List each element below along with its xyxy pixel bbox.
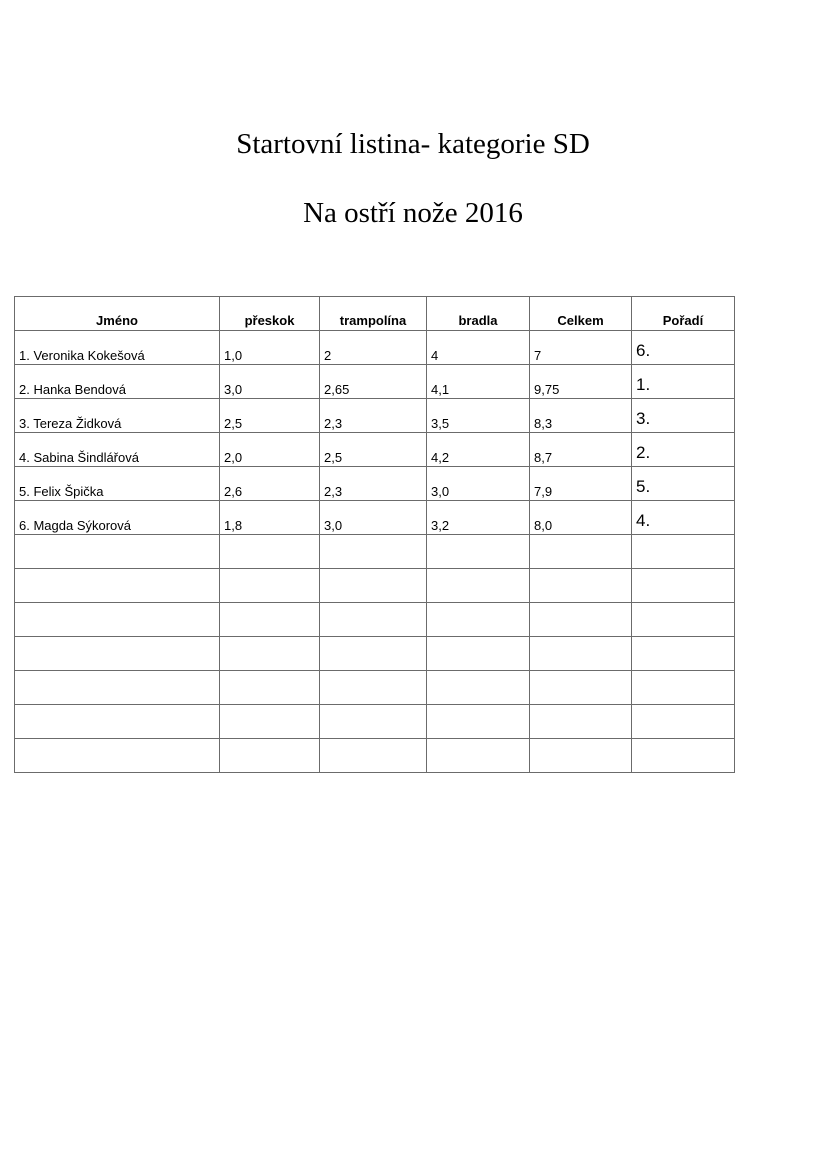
cell-name: 4. Sabina Šindlářová xyxy=(15,433,220,467)
empty-cell xyxy=(15,603,220,637)
empty-cell xyxy=(15,671,220,705)
cell-bradla: 3,0 xyxy=(427,467,530,501)
header-jmeno: Jméno xyxy=(15,297,220,331)
document-subtitle: Na ostří nože 2016 xyxy=(303,197,523,229)
empty-table-row xyxy=(15,739,735,773)
table-row xyxy=(15,467,735,501)
cell-name: 6. Magda Sýkorová xyxy=(15,501,220,535)
empty-cell xyxy=(220,705,320,739)
table-row xyxy=(15,365,735,399)
cell-celkem: 8,0 xyxy=(530,501,632,535)
empty-cell xyxy=(220,739,320,773)
empty-cell xyxy=(632,739,735,773)
table-row xyxy=(15,331,735,365)
cell-preskok: 2,0 xyxy=(220,433,320,467)
empty-table-row xyxy=(15,535,735,569)
empty-cell xyxy=(15,535,220,569)
table-row xyxy=(15,399,735,433)
header-preskok: přeskok xyxy=(220,297,320,331)
empty-cell xyxy=(220,603,320,637)
empty-cell xyxy=(530,739,632,773)
empty-cell xyxy=(15,739,220,773)
cell-poradi: 6. xyxy=(632,331,735,365)
empty-cell xyxy=(427,535,530,569)
empty-cell xyxy=(530,603,632,637)
cell-name: 1. Veronika Kokešová xyxy=(15,331,220,365)
empty-cell xyxy=(530,705,632,739)
cell-poradi: 4. xyxy=(632,501,735,535)
cell-celkem: 7 xyxy=(530,331,632,365)
cell-bradla: 4,1 xyxy=(427,365,530,399)
empty-cell xyxy=(320,637,427,671)
header-bradla: bradla xyxy=(427,297,530,331)
empty-cell xyxy=(220,637,320,671)
cell-poradi: 2. xyxy=(632,433,735,467)
cell-preskok: 1,0 xyxy=(220,331,320,365)
cell-preskok: 2,6 xyxy=(220,467,320,501)
cell-celkem: 7,9 xyxy=(530,467,632,501)
cell-poradi: 3. xyxy=(632,399,735,433)
empty-cell xyxy=(530,671,632,705)
empty-table-row xyxy=(15,671,735,705)
empty-cell xyxy=(320,569,427,603)
header-celkem: Celkem xyxy=(530,297,632,331)
cell-poradi: 5. xyxy=(632,467,735,501)
empty-cell xyxy=(427,603,530,637)
empty-cell xyxy=(530,535,632,569)
empty-cell xyxy=(15,705,220,739)
empty-cell xyxy=(15,569,220,603)
empty-table-row xyxy=(15,705,735,739)
empty-cell xyxy=(632,705,735,739)
table-row xyxy=(15,433,735,467)
header-poradi: Pořadí xyxy=(632,297,735,331)
empty-cell xyxy=(220,569,320,603)
empty-cell xyxy=(632,671,735,705)
empty-cell xyxy=(427,739,530,773)
empty-cell xyxy=(632,603,735,637)
table-header-row xyxy=(15,297,735,331)
cell-preskok: 2,5 xyxy=(220,399,320,433)
empty-cell xyxy=(427,637,530,671)
cell-name: 3. Tereza Židková xyxy=(15,399,220,433)
cell-bradla: 4,2 xyxy=(427,433,530,467)
empty-table-row xyxy=(15,603,735,637)
cell-bradla: 3,5 xyxy=(427,399,530,433)
empty-cell xyxy=(320,671,427,705)
cell-celkem: 8,7 xyxy=(530,433,632,467)
cell-bradla: 3,2 xyxy=(427,501,530,535)
cell-trampolina: 2,3 xyxy=(320,399,427,433)
empty-table-row xyxy=(15,569,735,603)
cell-trampolina: 2,65 xyxy=(320,365,427,399)
results-table xyxy=(14,296,735,773)
empty-cell xyxy=(320,535,427,569)
cell-trampolina: 3,0 xyxy=(320,501,427,535)
cell-celkem: 8,3 xyxy=(530,399,632,433)
cell-poradi: 1. xyxy=(632,365,735,399)
empty-cell xyxy=(530,569,632,603)
empty-cell xyxy=(427,671,530,705)
cell-name: 5. Felix Špička xyxy=(15,467,220,501)
empty-cell xyxy=(320,705,427,739)
empty-cell xyxy=(632,637,735,671)
table-row xyxy=(15,501,735,535)
header-trampolina: trampolína xyxy=(320,297,427,331)
cell-trampolina: 2,5 xyxy=(320,433,427,467)
cell-celkem: 9,75 xyxy=(530,365,632,399)
cell-bradla: 4 xyxy=(427,331,530,365)
empty-cell xyxy=(220,535,320,569)
empty-cell xyxy=(427,705,530,739)
cell-name: 2. Hanka Bendová xyxy=(15,365,220,399)
cell-preskok: 1,8 xyxy=(220,501,320,535)
empty-cell xyxy=(632,535,735,569)
empty-table-row xyxy=(15,637,735,671)
empty-cell xyxy=(15,637,220,671)
empty-cell xyxy=(530,637,632,671)
empty-cell xyxy=(320,739,427,773)
empty-cell xyxy=(632,569,735,603)
empty-cell xyxy=(220,671,320,705)
cell-preskok: 3,0 xyxy=(220,365,320,399)
cell-trampolina: 2 xyxy=(320,331,427,365)
document-title: Startovní listina- kategorie SD xyxy=(236,128,590,160)
empty-cell xyxy=(427,569,530,603)
empty-cell xyxy=(320,603,427,637)
cell-trampolina: 2,3 xyxy=(320,467,427,501)
